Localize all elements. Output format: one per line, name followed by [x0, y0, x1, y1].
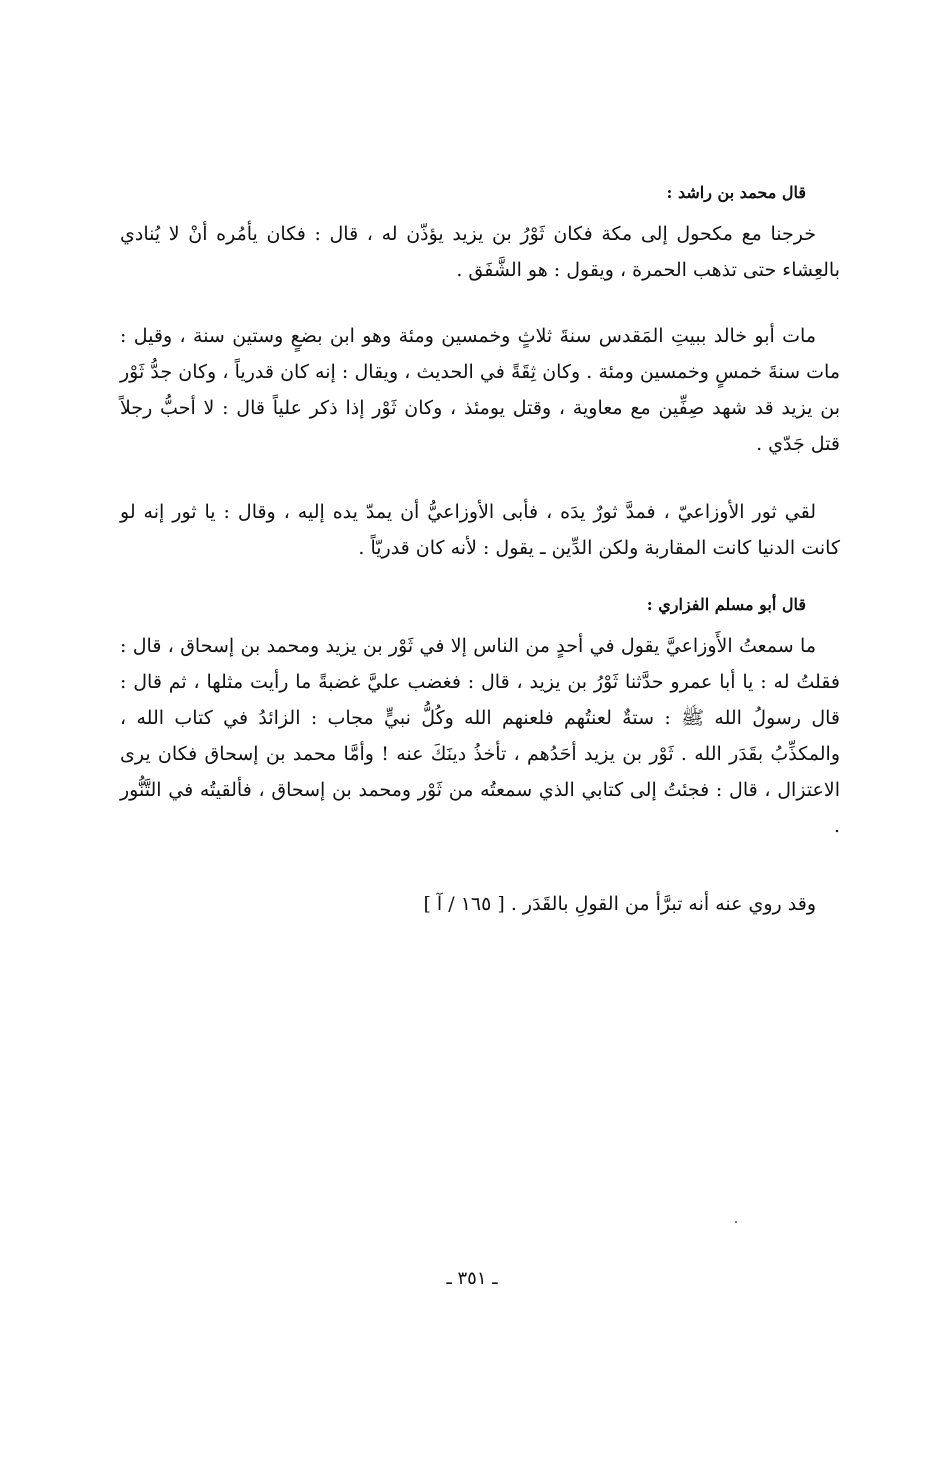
- paragraph: مات أبو خالد ببيتِ المَقدس سنةَ ثلاثٍ وخمسين ومئة وهو ابن بضعٍ وستين سنة ، وقيل : مات سنةَ خمسٍ وخمسين ومئة . وكان ثِقَةً في الحديث ، ويقال : إنه كان قدرياً ، وكان جدُّ ثَوْر بن يزيد قد شهد صِفِّين مع معاوية ، وقتل يومئذ ، وكان ثَوْر إذا ذكر علياً قال : لا أحبُّ رجلاً قتل جَدّي .: [120, 325, 840, 455]
- paragraph-block-2: [120, 318, 840, 462]
- paragraph-block-3: [120, 494, 840, 566]
- paragraph: ما سمعتُ الأَوزاعيَّ يقول في أحدٍ من الناس إلا في ثَوْر بن يزيد ومحمد بن إسحاق ، قال : فقلتُ له : يا أبا عمرو حدَّثنا ثَوْرُ بن يزيد ، قال : فغضب عليَّ غضبةً ما رأيت مثلها ، ثم قال : قال رسولُ الله ﷺ : ستةٌ لعنتُهم فلعنهم الله وكُلُّ نبيٍّ مجاب : الزائدُ في كتاب الله ، والمكذِّبُ بقَدَر الله . ثَوْر بن يزيد أحَدُهم ، تأخذُ دينَكَ عنه ! وأمَّا محمد بن إسحاق فكان يرى الاعتزال ، قال : فجئتُ إلى كتابي الذي سمعتُه من ثَوْر ومحمد بن إسحاق ، فألقيتُه في التَّنُّور .: [120, 635, 840, 837]
- page-number: ـ ٣٥١ ـ: [446, 1268, 498, 1289]
- section-heading: قال محمد بن راشد :: [666, 183, 806, 202]
- section-heading: قال أبو مسلم الفزاري :: [646, 595, 806, 614]
- paragraph: وقد روي عنه أنه تبرَّأ من القولِ بالقَدَر . [ ١٦٥ / آ ]: [423, 893, 816, 915]
- paragraph: لقي ثور الأوزاعيّ ، فمدَّ ثورٌ يدَه ، فأبى الأوزاعيُّ أن يمدّ يده إليه ، وقال : يا ثور إنه لو كانت الدنيا كانت المقاربة ولكن الدِّين ـ يقول : لأنه كان قدريّاً .: [120, 501, 840, 559]
- scan-speck: [735, 1221, 737, 1223]
- paragraph-block-4: [120, 628, 840, 844]
- paragraph-block-5: [120, 886, 840, 922]
- paragraph-block-1: [120, 216, 840, 288]
- paragraph: خرجنا مع مكحول إلى مكة فكان ثَوْرُ بن يزيد يؤذّن له ، قال : فكان يأمُره أنْ لا يُنادي بالعِشاء حتى تذهب الحمرة ، ويقول : هو الشَّفَق .: [120, 223, 840, 281]
